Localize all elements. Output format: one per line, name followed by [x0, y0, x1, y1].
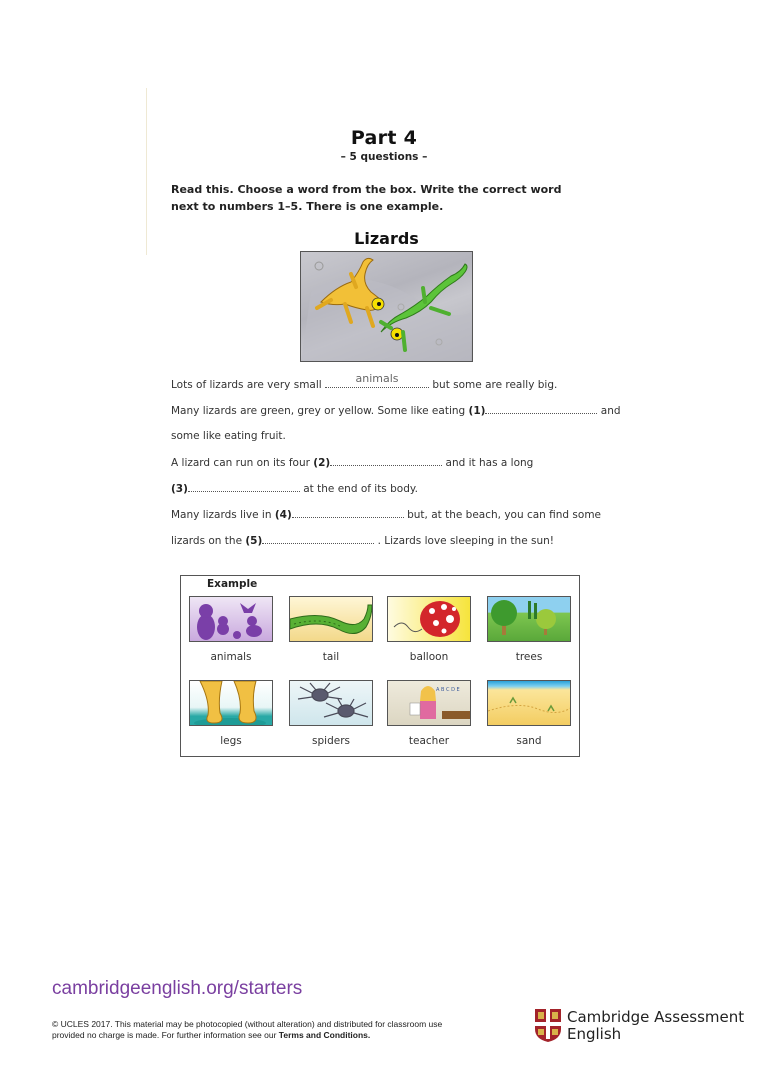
story-text-segment: . Lizards love sleeping in the sun! — [374, 535, 554, 547]
word-card-teacher — [387, 680, 471, 747]
word-card-tail — [289, 596, 373, 663]
sand-icon — [487, 680, 571, 726]
story-text-segment: lizards on the — [171, 535, 246, 547]
answer-blank-4[interactable] — [292, 506, 404, 518]
teacher-icon — [387, 680, 471, 726]
story-text-segment: and — [597, 405, 621, 417]
copyright-text: © UCLES 2017. This material may be photocopied (without alteration) and distributed for classroom use provided no charge is made. For further information see our — [52, 1019, 443, 1040]
story-text-segment: but, at the beach, you can find some — [403, 509, 602, 521]
legs-icon — [189, 680, 273, 726]
word-card-animals — [189, 596, 273, 663]
word-label: spiders — [312, 735, 350, 747]
svg-text:A B C D E: A B C D E — [436, 687, 460, 693]
story-text-segment: at the end of its body. — [299, 483, 418, 495]
answer-blank-5[interactable] — [262, 532, 374, 544]
example-label: Example — [207, 578, 258, 590]
story-line-example — [171, 372, 601, 402]
story-line-1 — [171, 402, 621, 428]
word-label: animals — [210, 651, 252, 663]
question-number-2: (2) — [313, 457, 331, 469]
trees-icon — [487, 596, 571, 642]
question-number-3: (3) — [171, 483, 188, 495]
answer-blank-2[interactable] — [330, 454, 442, 466]
example-answer-blank — [325, 372, 429, 388]
terms-link[interactable]: Terms and Conditions. — [278, 1029, 371, 1040]
logo-text — [567, 1009, 744, 1043]
story-text-segment: Many lizards live in — [171, 509, 275, 521]
story-text-segment: and it has a long — [442, 457, 534, 469]
website-link[interactable]: cambridgeenglish.org/starters — [52, 978, 303, 999]
story-line-5 — [171, 532, 601, 558]
story-line-4 — [171, 506, 601, 532]
question-number-1: (1) — [468, 405, 486, 417]
story-line-2 — [171, 454, 601, 480]
story-text-segment: Lots of lizards are very small — [171, 379, 326, 391]
logo-line-2: English — [567, 1025, 622, 1043]
instructions: Read this. Choose a word from the box. Write the correct word next to numbers 1–5. There is one example. — [171, 183, 562, 213]
story-text-segment: Many lizards are green, grey or yellow. Some like eating — [171, 405, 469, 417]
tail-icon — [289, 596, 373, 642]
cambridge-logo — [535, 1009, 744, 1043]
word-card-sand — [487, 680, 571, 747]
lizards-illustration-icon — [301, 252, 472, 361]
word-card-legs — [189, 680, 273, 747]
copyright-notice — [52, 1019, 472, 1040]
word-label: sand — [516, 735, 542, 747]
story-title: Lizards — [354, 229, 419, 248]
story-text — [171, 372, 621, 558]
word-card-spiders — [289, 680, 373, 747]
animals-icon — [189, 596, 273, 642]
story-text-segment: A lizard can run on its four — [171, 457, 314, 469]
word-label: tail — [322, 651, 340, 663]
lizards-picture — [300, 251, 473, 362]
example-answer: animals — [355, 372, 399, 385]
word-label: trees — [515, 651, 543, 663]
word-label: teacher — [408, 735, 450, 747]
story-text-segment: but some are really big. — [429, 379, 558, 391]
word-label: legs — [220, 735, 242, 747]
question-number-4: (4) — [274, 509, 292, 521]
balloon-icon — [387, 596, 471, 642]
word-label: balloon — [409, 651, 449, 663]
story-line-1b — [171, 428, 601, 454]
story-line-3 — [171, 480, 601, 506]
word-box — [180, 575, 580, 757]
cambridge-shield-icon — [535, 1009, 561, 1042]
answer-blank-1[interactable] — [485, 402, 597, 414]
story-text-segment: some like eating fruit. — [171, 430, 286, 442]
spiders-icon — [289, 680, 373, 726]
word-card-balloon — [387, 596, 471, 663]
answer-blank-3[interactable] — [188, 480, 300, 492]
question-number-5: (5) — [245, 535, 263, 547]
word-card-trees — [487, 596, 571, 663]
page-subtitle: – 5 questions – — [340, 151, 428, 163]
page-title: Part 4 — [350, 127, 418, 149]
logo-line-1: Cambridge Assessment — [567, 1008, 745, 1026]
